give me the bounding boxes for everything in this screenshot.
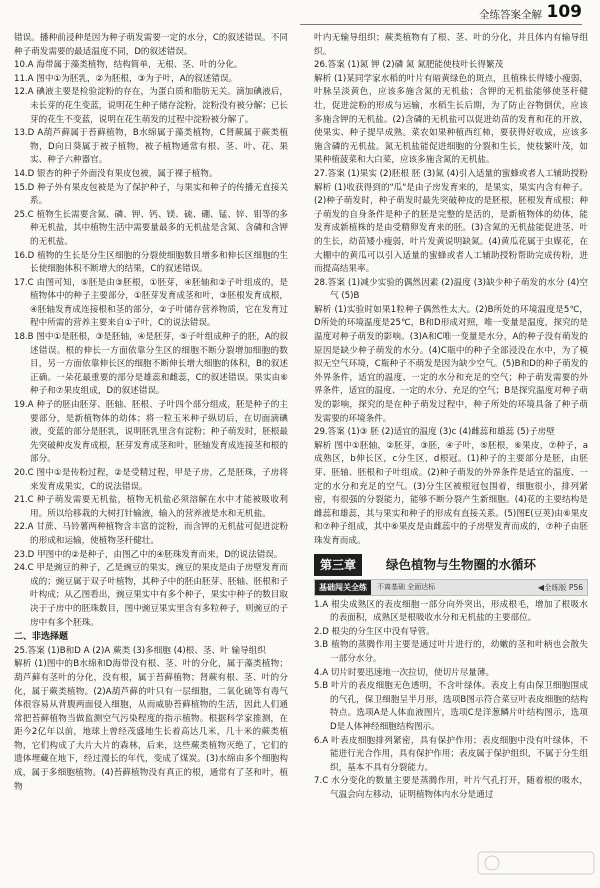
answer-item: 14.D 银杏的种子外面没有果皮包被，属于裸子植物。 (14, 168, 218, 179)
answer-item: 15.D 种子外有果皮包被是为了保护种子，与果实和种子的传播无直接关系。 (14, 182, 288, 207)
chapter-heading (314, 554, 588, 576)
watermark-logo (476, 848, 596, 878)
analysis-paragraph: 解析 图中①胚轴，②胚芽，③胚，④子叶，⑤胚根，⑥果皮，⑦种子，a成熟区，b伸长区，c分生区，d根冠。(1)种子的主要部分是胚，由胚芽、胚轴、胚根和子叶组成。(2)种子萌发的外界条件是适宜的温度、一定的水分和充足的空气。(3)分生区被根冠包围着，细胞很小，排列紧密，有很强的分裂能力，能够不断分裂产生新细胞。(4)花的主要结构是雌蕊和雄蕊，其与果实和种子的形成有直接关系。(5)图E(豆荚)由⑥果皮和⑦种子组成，其中⑥果皮是由雌蕊中的子房壁发育而成的，⑦种子由胚珠发育而成。 (314, 440, 588, 546)
answer-item: 1.A 根尖成熟区的表皮细胞一部分向外突出，形成根毛，增加了根吸水的表面积，成熟区是根吸收水分和无机盐的主要部位。 (314, 599, 588, 624)
arrow-left-icon: ◀ (537, 582, 545, 592)
analysis-paragraph: 解析 (1)图中的B水绵和D海带没有根、茎、叶的分化，属于藻类植物；葫芦藓有茎叶的分化，没有根，属于苔藓植物；肾蕨有根、茎、叶的分化，属于蕨类植物。(2)A葫芦藓的叶只有一层细胞，二氧化硫等有毒气体很容易从背腹两面侵入细胞，从而威胁苔藓植物的生活，因此人们通常把苔藓植物当做监测空气污染程度的指示植物。根据科学家推测，在距今2亿年以前，地球上曾经茂盛地生长着高达几米，几十米的蕨类植物，它们构成了大片大片的森林，后来，这些蕨类植物灭绝了，它们的遗体埋藏在地下，经过漫长的年代，变成了煤炭。(3)水绵由多个细胞构成，属于多细胞植物。(4)苔藓植物没有真正的根，通常有了茎和叶，植物 (14, 659, 288, 792)
page-header (0, 0, 600, 26)
answer-item: 6.A 叶表皮细胞排列紧密，具有保护作用；表皮细胞中没有叶绿体，不能进行光合作用，具有保护作用；表皮属于保护组织，不属于分生组织，基本不具有分裂能力。 (314, 735, 588, 773)
answer-item: 25.答案 (1)B和D A (2)A 蕨类 (3)多细胞 (4)根、茎、叶 输导组织 (14, 645, 266, 656)
answer-item: 18.B 图中①是胚根，③是胚轴，④是胚芽，⑤子叶组成种子的胚，A的叙述错误。根的伸长一方面依靠分生区的细胞不断分裂增加细胞的数目，另一方面依靠伸长区的细胞不断伸长增大细胞的体积，B的叙述正确。一朵花最重要的部分是雄蕊和雌蕊，C的叙述错误。果实由⑥种子和⑦果皮组成，D的叙述错误。 (14, 332, 288, 397)
header-rule (300, 24, 582, 25)
header-title: 全练答案全解 (479, 9, 542, 21)
answer-item: 24.C 甲是豌豆的种子，乙是豌豆的果实，豌豆的果皮是由子房壁发育而成的；豌豆属于双子叶植物，其种子中的胚由胚芽、胚轴、胚根和子叶构成；从乙图看出，豌豆果实中有多个种子，果实中种子的数目取决于子房中的胚珠数目，图中豌豆果实里含有多粒种子，则豌豆的子房中有多个胚珠。 (14, 563, 288, 628)
answer-paragraph: 叶内无输导组织；蕨类植物有了根、茎、叶的分化，并且体内有输导组织。 (314, 33, 588, 57)
answer-item: 23.D 甲图中的②是种子，由图乙中的④胚珠发育而来，D的说法错误。 (14, 549, 283, 560)
answer-item: 7.C 水分变化的数量主要是蒸腾作用，叶片气孔打开，随着根的吸水，气温会向左移动，证明植物体内水分是通过 (314, 776, 588, 800)
practice-band-label: 基础闯关全练 (315, 580, 371, 595)
answer-item: 3.B 植物的蒸腾作用主要是通过叶片进行的，幼嫩的茎和叶柄也会散失一部分水分。 (314, 640, 588, 664)
answer-item: 25.C 植物生长需要含氮、磷、钾、钙、镁、硫、硼、锰、锌、钼等的多种无机盐，其中植物生活中需要量最多的无机盐是含氮、含磷和含钾的无机盐。 (14, 209, 288, 247)
answer-item: 29.答案 (1)③ 胚 (2)适宜的温度 (3)c (4)雌蕊和雄蕊 (5)子房壁 (314, 427, 555, 438)
analysis-paragraph: 解析 (1)实验时如果1粒种子偶然性太大。(2)B所处的环境温度是5℃，D所处的环境温度是25℃，B和D形成对照，唯一变量是温度，探究的是温度对种子萌发的影响。(3)A和C唯一变量是水分，A的种子没有萌发的原因是缺少种子萌发的水分。(4)C瓶中的种子全部浸没在水中，为了模拟无空气环境，C瓶种子不萌发是因为缺少空气。(5)B和D的种子萌发的外界条件，适宜的温度、一定的水分和充足的空气；种子萌发需要的外界条件，适宜的温度、一定的水分、充足的空气；B是探究温度对种子萌发的影响，探究的是在种子萌发过程中，种子所处的环境具备了种子萌发需要的环境条件。 (314, 304, 588, 424)
answer-item: 12.A 碘液主要是检验淀粉的存在，为蛋白质和脂肪无关。滴加碘液后，未长芽的花生变蓝，说明花生种子储存淀粉，淀粉没有被分解；已长芽的花生不变蓝，说明在花生萌发的过程中淀粉被分解了。 (14, 87, 288, 125)
page-number: 109 (546, 2, 582, 22)
answer-item: 10.A 海带属于藻类植物，结构简单，无根、茎、叶的分化。 (14, 60, 243, 71)
answer-item: 11.A 图中①为胚乳，②为胚根，③为子叶，A的叙述错误。 (14, 73, 238, 84)
answer-item: 5.B 叶片的表皮细胞无色透明，不含叶绿体。表皮上有由保卫细胞围成的气孔，保卫细胞呈半月形，选项B图示符合菜豆叶表皮细胞的结构特点。选项A是人体血液图片，选项C是洋葱鳞片叶结构图示，选项D是人体神经细胞结构图示。 (314, 681, 588, 732)
answer-item: 2.D 根尖的分生区中没有导管。 (314, 626, 435, 637)
answer-item: 17.C 由图可知，⑤胚是由③胚根，①胚芽，④胚轴和②子叶组成的，是植物体中的种子主要部分，①胚芽发育成茎和叶，③胚根发育成根，④胚轴发育成连接根和茎的部分，②子叶储存营养物质，它在发育过程中所需的营养主要来自①子叶，C的说法错误。 (14, 277, 288, 329)
chapter-number: 第三章 (314, 554, 362, 576)
practice-band-slogan: 不离基础 全面达标 (377, 582, 436, 591)
chapter-title: 绿色植物与生物圈的水循环 (386, 556, 537, 572)
right-column (314, 32, 588, 802)
practice-band (314, 579, 588, 596)
answer-item: 22.A 甘蔗、马铃薯两种植物含丰富的淀粉，而含钾的无机盐可促进淀粉的形成和运输，使植物茎秆健壮。 (14, 522, 288, 546)
answer-item: 20.C 图中①是传粉过程，②是受精过程，甲是子房，乙是胚珠，子房将来发育成果实，C的说法错误。 (14, 468, 288, 492)
analysis-paragraph: 解析 (1)某同学家水稻的叶片有暗黄绿色的斑点，且植株长得矮小瘦弱，叶脉呈淡黄色，应该多施含氮的无机盐；含钾的无机盐能够使茎秆健壮，促进淀粉的形成与运输，水稻生长后期，为了防止谷物倒伏，应该多施含钾的无机盐。(2)含磷的无机盐可以促进幼苗的发育和花的开放，使果实、种子提早成熟。菜农如果种植西红柿，要获得好收成，应该多施含磷的无机盐。氮无机盐能促进细胞的分裂和生长，使枝繁叶茂，如果种植菠菜和大白菜，应该多施含氮的无机盐。 (314, 73, 588, 166)
section-heading: 二、非选择题 (14, 632, 69, 643)
answer-item: 16.D 植物的生长是分生区细胞的分裂使细胞数目增多和伸长区细胞的生长使细胞体积不断增大的结果，C的叙述错误。 (14, 250, 288, 275)
answer-item: 4.A 切片时要迅速地一次拉切，使切片尽量薄。 (314, 667, 495, 678)
answer-item: 21.C 种子萌发需要无机盐，植物无机盐必须溶解在水中才能被吸收利用。所以给移栽的大树打针输液，输入的营养液是水和无机盐。 (14, 495, 288, 519)
answer-item: 13.D A葫芦藓属于苔藓植物，B水绵属于藻类植物，C肾蕨属于蕨类植物，D向日葵属于被子植物，被子植物通常有根、茎、叶、花、果实、种子六种器官。 (14, 128, 288, 166)
practice-band-ref: 全练版 P56 (544, 582, 583, 592)
analysis-paragraph: 解析 (1)收获得到的"瓜"是由子房发育来的，是果实，果实内含有种子。(2)种子萌发时，种子萌发时最先突破种皮的是胚根，胚根发育成根；种子萌发的自身条件是种子的胚是完整的是活的，是新植物体的幼体，能发育成新植株的是由受精卵发育来的胚。(3)含氮的无机盐能促进茎、叶的生长，幼苗矮小瘦弱，叶片发黄说明缺氮。(4)黄瓜花属于虫媒花，在大棚中的黄瓜可以引入适量的蜜蜂或者人工辅助授粉帮助完成传粉，进而提高结果率。 (314, 182, 588, 275)
left-column (14, 32, 288, 794)
practice-band-ref-wrap (538, 580, 583, 595)
answer-paragraph: 错误。播种前浸种是因为种子萌发需要一定的水分，C的叙述错误。不同种子萌发需要的最适温度不同，D的叙述错误。 (14, 33, 288, 57)
answer-item: 26.答案 (1)氮 钾 (2)磷 氮 氮肥能使枝叶长得繁茂 (314, 60, 504, 71)
answer-item: 19.A 种子的胚由胚芽、胚轴、胚根、子叶四个部分组成，胚是种子的主要部分，是新植物体的幼体；将一粒玉米种子纵切后，在切面滴碘液，变蓝的部分是胚乳，说明胚乳里含有淀粉；种子萌发时，胚根最先突破种皮发育成根，胚芽发育成茎和叶，胚轴发育成连接茎和根的部分。 (14, 400, 288, 465)
answer-item: 27.答案 (1)果实 (2)胚根 胚 (3)氮 (4)引入适量的蜜蜂或者人工辅助授粉 (314, 168, 588, 179)
answer-item: 28.答案 (1)减少实验的偶然因素 (2)温度 (3)缺少种子萌发的水分 (4)空气 (5)B (314, 277, 588, 302)
